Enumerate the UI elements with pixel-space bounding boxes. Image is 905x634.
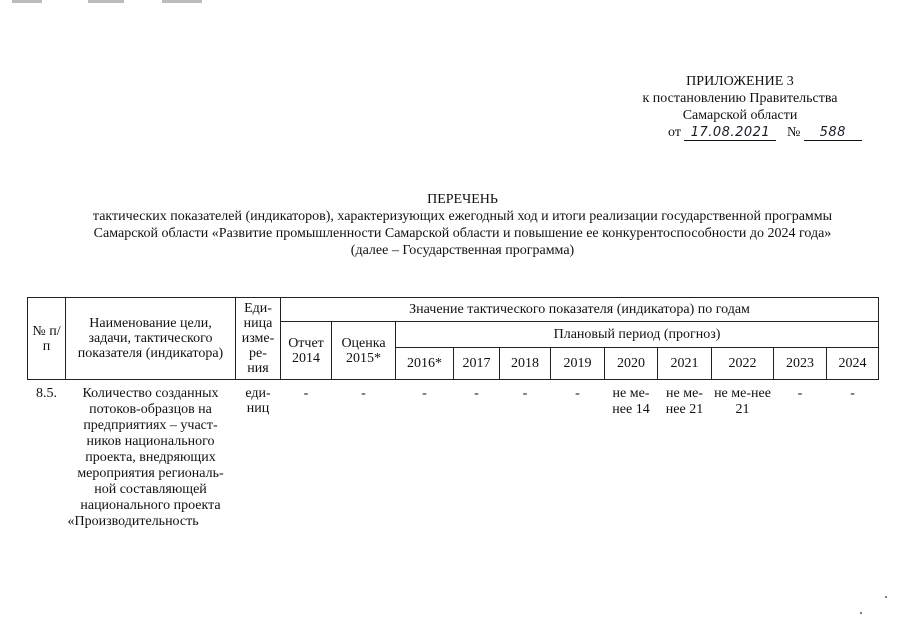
header-unit: Еди-ница изме-ре-ния	[236, 298, 281, 380]
scan-edge-mark	[88, 0, 124, 3]
title-line-3: (далее – Государственная программа)	[350, 243, 575, 258]
row-year-value: -	[797, 386, 803, 401]
row-unit: еди-ниц	[245, 386, 271, 416]
row-year-value: не ме-нее 14	[612, 386, 650, 417]
header-plan-period: Плановый период (прогноз)	[396, 322, 879, 348]
header-year: 2017	[454, 348, 500, 380]
scan-edge-mark	[162, 0, 202, 3]
header-year: 2020	[605, 348, 658, 380]
row-year-value: не ме-нее 21	[665, 386, 704, 417]
appendix-resolution-line: к постановлению Правительства	[642, 91, 838, 106]
header-name: Наименование цели, задачи, тактического показателя (индикатора)	[66, 298, 236, 380]
row-year-value: -	[522, 386, 528, 401]
indicators-table	[27, 297, 879, 530]
title-line-1: тактических показателей (индикаторов), характеризующих ежегодный ход и итоги реализации государственной программы	[92, 209, 833, 224]
header-year: 2019	[551, 348, 605, 380]
row-year-value: -	[850, 386, 855, 401]
header-year: 2021	[658, 348, 712, 380]
header-year: 2022	[712, 348, 774, 380]
header-report-2014: Отчет 2014	[281, 322, 332, 380]
table-row	[28, 380, 879, 531]
header-estimate-2015: Оценка 2015*	[332, 322, 396, 380]
row-number: 8.5.	[36, 386, 57, 401]
header-year: 2024	[827, 348, 879, 380]
appendix-title: ПРИЛОЖЕНИЕ 3	[686, 74, 794, 89]
date-prefix: от	[668, 125, 681, 140]
number-prefix: №	[786, 125, 801, 140]
header-year: 2023	[774, 348, 827, 380]
row-year-value: -	[422, 386, 427, 401]
header-year: 2018	[500, 348, 551, 380]
appendix-region-line: Самарской области	[682, 108, 798, 123]
scan-speck	[860, 612, 862, 614]
header-number: № п/п	[28, 298, 66, 380]
header-year: 2016*	[396, 348, 454, 380]
scan-edge-mark	[12, 0, 42, 3]
row-year-value: -	[575, 386, 580, 401]
row-report-value: -	[303, 386, 309, 401]
row-year-value: не ме-нее 21	[714, 386, 771, 417]
row-indicator-name: Количество созданных потоков-образцов на предприятиях – участ-ников национального проекта, внедряющих мероприятия региональ-ной составляющей национального проекта «Производительность	[67, 386, 224, 529]
appendix-header	[600, 73, 880, 124]
title-heading: ПЕРЕЧЕНЬ	[427, 192, 498, 207]
handwritten-number: 588	[804, 126, 862, 141]
header-values-group: Значение тактического показателя (индикатора) по годам	[281, 298, 879, 322]
order-date-number	[668, 124, 878, 142]
row-estimate-value: -	[361, 386, 366, 401]
handwritten-date: 17.08.2021	[684, 126, 776, 141]
scan-speck	[885, 596, 887, 598]
title-line-2: Самарской области «Развитие промышленности Самарской области и повышение ее конкурентоспособности до 2024 года»	[93, 226, 832, 241]
document-title	[20, 191, 905, 259]
row-year-value: -	[474, 386, 479, 401]
